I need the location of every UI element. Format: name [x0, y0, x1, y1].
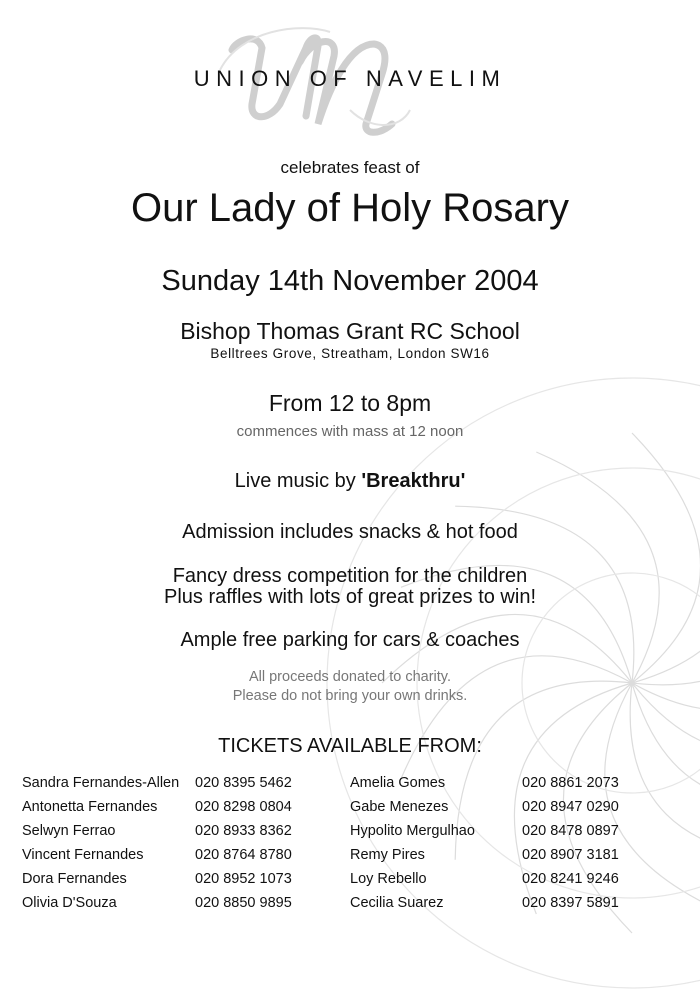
feature-admission: Admission includes snacks & hot food	[182, 521, 518, 543]
feature-raffles: Plus raffles with lots of great prizes to win!	[163, 586, 536, 608]
contact-name: Antonetta Fernandes	[22, 799, 158, 815]
contact-name: Loy Rebello	[350, 871, 427, 887]
feature-fancy-dress: Fancy dress competition for the children	[172, 565, 528, 587]
event-time: From 12 to 8pm	[268, 390, 432, 416]
contact-phone: 020 8947 0290	[522, 799, 619, 815]
contact-phone: 020 8298 0804	[195, 799, 292, 815]
contact-name: Hypolito Mergulhao	[350, 823, 475, 839]
contact-phone: 020 8764 8780	[195, 847, 292, 863]
contact-name: Olivia D'Souza	[22, 895, 117, 911]
contact-phone: 020 8397 5891	[522, 895, 619, 911]
note-charity: All proceeds donated to charity.	[248, 669, 452, 685]
contact-name: Gabe Menezes	[350, 799, 449, 815]
organisation-name: UNION OF NAVELIM	[193, 66, 507, 91]
band-name: 'Breakthru'	[361, 470, 466, 492]
contact-name: Selwyn Ferrao	[22, 823, 116, 839]
live-music-line	[0, 470, 700, 493]
contact-name: Remy Pires	[350, 847, 425, 863]
contact-name: Cecilia Suarez	[350, 895, 444, 911]
contact-phone: 020 8395 5462	[195, 775, 292, 791]
contact-name: Sandra Fernandes-Allen	[22, 775, 180, 791]
note-drinks: Please do not bring your own drinks.	[232, 688, 468, 704]
contact-name: Dora Fernandes	[22, 871, 127, 887]
contact-phone: 020 8850 9895	[195, 895, 292, 911]
contact-phone: 020 8907 3181	[522, 847, 619, 863]
feature-parking: Ample free parking for cars & coaches	[180, 629, 520, 651]
contact-phone: 020 8241 9246	[522, 871, 619, 887]
event-time-note: commences with mass at 12 noon	[236, 423, 464, 440]
contact-phone: 020 8933 8362	[195, 823, 292, 839]
event-date: Sunday 14th November 2004	[161, 265, 539, 297]
event-title: Our Lady of Holy Rosary	[131, 186, 569, 230]
intro-text: celebrates feast of	[280, 158, 420, 177]
contact-name: Vincent Fernandes	[22, 847, 144, 863]
tickets-heading: TICKETS AVAILABLE FROM:	[218, 735, 482, 757]
contact-phone: 020 8861 2073	[522, 775, 619, 791]
event-venue: Bishop Thomas Grant RC School	[180, 318, 520, 344]
contact-phone: 020 8952 1073	[195, 871, 292, 887]
live-music-prefix: Live music by	[234, 470, 362, 492]
contact-phone: 020 8478 0897	[522, 823, 619, 839]
venue-address: Belltrees Grove, Streatham, London SW16	[210, 346, 490, 361]
contact-name: Amelia Gomes	[350, 775, 446, 791]
